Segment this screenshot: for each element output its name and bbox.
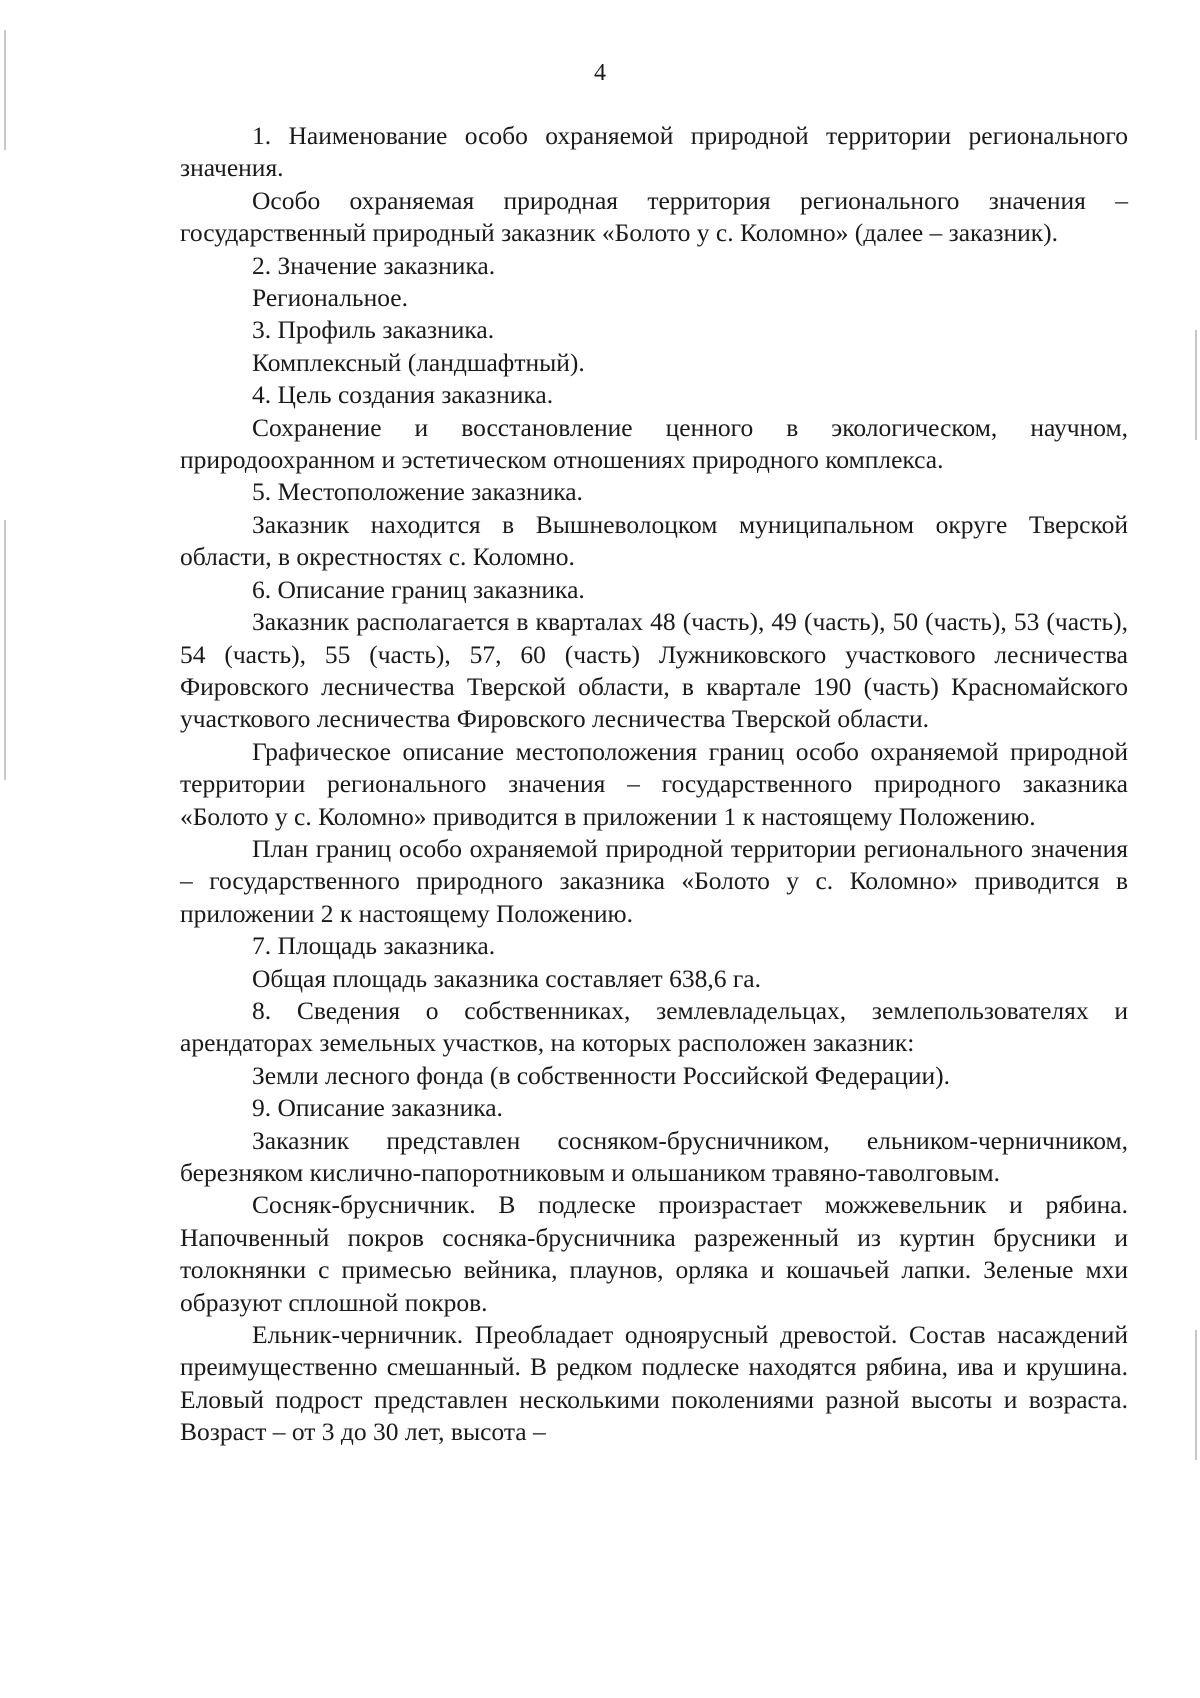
paragraph: 6. Описание границ заказника. (252, 574, 585, 604)
paragraph: Особо охраняемая природная территория регионального значения – государственный природный заказник «Болото у с. Коломно» (далее – заказник). (180, 185, 1128, 248)
page-number: 4 (594, 60, 606, 86)
paragraph: 7. Площадь заказника. (252, 931, 496, 961)
paragraph: План границ особо охраняемой природной территории регионального значения – государственного природного заказника «Болото у с. Коломно» приводится в приложении 2 к настоящему Положению. (180, 833, 1128, 928)
paragraph: 2. Значение заказника. (252, 250, 496, 280)
paragraph: Графическое описание местоположения границ особо охраняемой природной территории регионального значения – государственного природного заказника «Болото у с. Коломно» приводится в приложении 1 к настоящему Положению. (180, 736, 1128, 831)
paragraph: Сосняк-брусничник. В подлеске произрастает можжевельник и рябина. Напочвенный покров сосняка-брусничника разреженный из куртин брусники и толокнянки с примесью вейника, плаунов, орляка и кошачьей лапки. Зеленые мхи образуют сплошной покров. (180, 1190, 1128, 1317)
paragraph: Ельник-черничник. Преобладает одноярусный древостой. Состав насаждений преимущественно смешанный. В редком подлеске находятся рябина, ива и крушина. Еловый подрост представлен несколькими поколениями разной высоты и возраста. Возраст – от 3 до 30 лет, высота – (180, 1320, 1128, 1447)
paragraph: Региональное. (252, 283, 408, 313)
paragraph: 5. Местоположение заказника. (252, 477, 583, 507)
paragraph: 1. Наименование особо охраняемой природной территории регионального значения. (180, 121, 1128, 183)
scan-edge-right-lower (1195, 1330, 1197, 1460)
paragraph: Заказник находится в Вышневолоцком муниципальном округе Тверской области, в окрестностях с. Коломно. (180, 509, 1128, 572)
paragraph: 9. Описание заказника. (252, 1093, 503, 1123)
paragraph: 8. Сведения о собственниках, землевладельцах, землепользователях и арендаторах земельных участков, на которых расположен заказник: (180, 995, 1128, 1058)
scan-edge-left (4, 30, 6, 150)
paragraph: Заказник представлен сосняком-брусничником, ельником-черничником, березняком кислично-папоротниковым и ольшаником травяно-таволговым. (180, 1125, 1128, 1187)
paragraph: Заказник располагается в кварталах 48 (часть), 49 (часть), 50 (часть), 53 (часть), 54 (часть), 55 (часть), 57, 60 (часть) Лужниковского участкового лесничества Фировского лесничества Тверской области, в квартале 190 (часть) Красномайского участкового лесничества Фировского лесничества Тверской области. (180, 607, 1128, 734)
paragraph: Сохранение и восстановление ценного в экологическом, научном, природоохранном и эстетическом отношениях природного комплекса. (180, 412, 1128, 475)
scan-edge-right (1195, 330, 1197, 440)
paragraph: Общая площадь заказника составляет 638,6 га. (252, 963, 761, 993)
paragraph: Земли лесного фонда (в собственности Российской Федерации). (252, 1060, 951, 1090)
paragraph: 4. Цель создания заказника. (252, 380, 554, 410)
scan-edge-left-lower (4, 520, 6, 780)
paragraph: 3. Профиль заказника. (252, 315, 495, 345)
paragraph: Комплексный (ландшафтный). (252, 347, 585, 377)
document-body (180, 120, 1128, 1449)
